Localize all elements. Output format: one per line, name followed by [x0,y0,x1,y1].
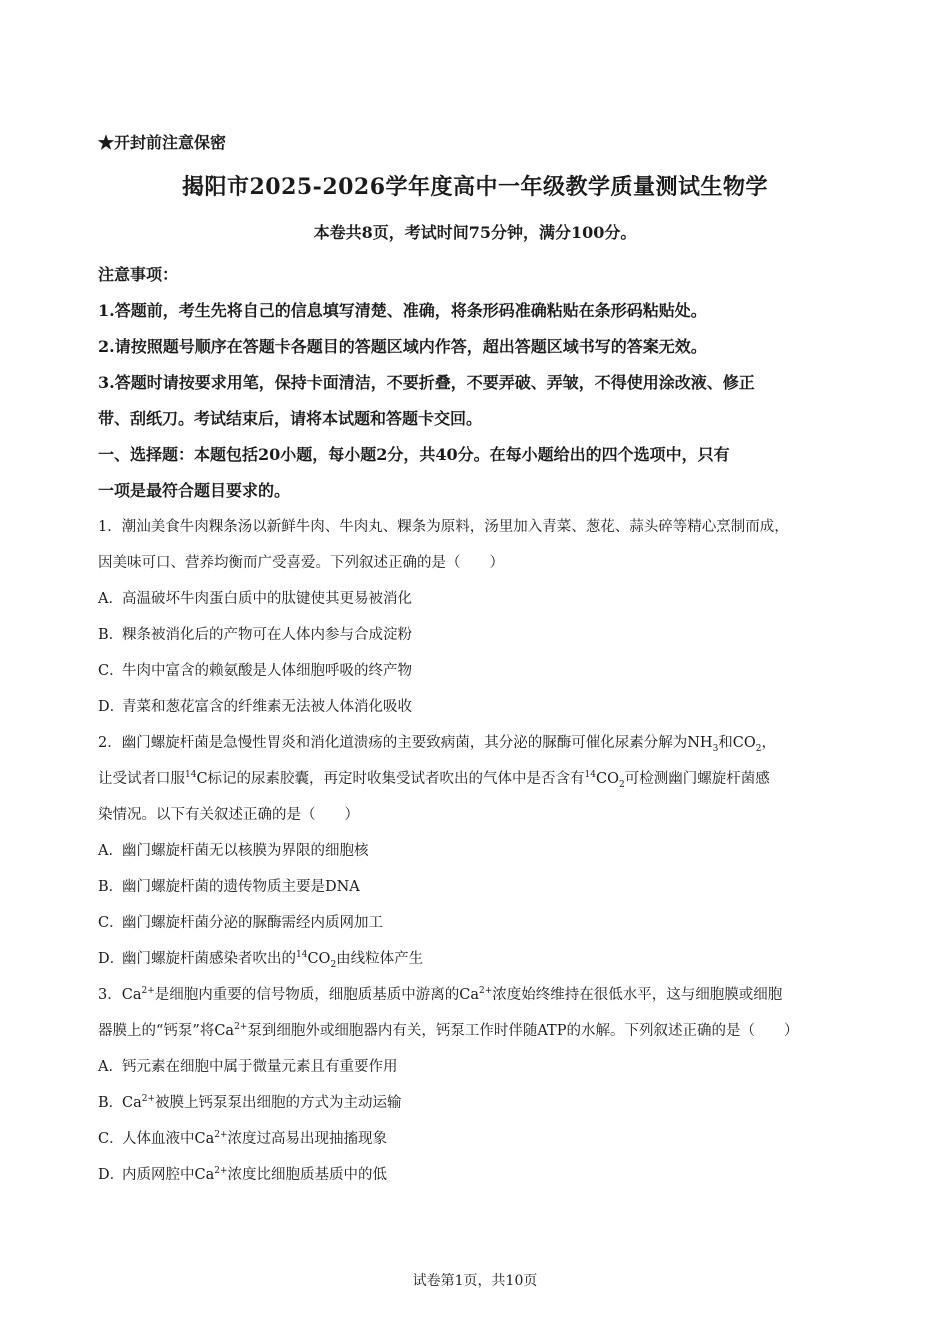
option-text: Ca [122,1095,142,1111]
stem-text: 器膜上的“钙泵”将Ca [98,1023,235,1039]
question-2-option-c [98,905,858,941]
stem-text: CO [596,771,619,787]
option-text: 被膜上钙泵泵出细胞的方式为主动运输 [155,1095,402,1111]
option-letter: B． [98,1095,124,1111]
question-3-option-c [98,1121,858,1157]
option-text: 粿条被消化后的产物可在人体内参与合成淀粉 [122,627,412,643]
question-2-stem [98,725,858,761]
stem-text: 和CO [718,735,756,751]
option-text: 幽门螺旋杆菌的遗传物质主要是DNA [122,879,360,895]
section-heading: 一项是最符合题目要求的。 [98,481,291,500]
superscript: 2+ [141,986,155,997]
subscript: 2 [755,743,762,754]
stem-text: 3．Ca [98,987,142,1003]
stem-text: 浓度始终维持在很低水平，这与细胞膜或细胞 [492,987,783,1003]
confidential-notice: ★开封前注意保密 [98,133,227,152]
stem-text: ， [761,735,777,751]
question-3-option-a [98,1049,858,1085]
option-text: 幽门螺旋杆菌感染者吹出的 [122,951,296,967]
question-2-option-d [98,941,858,977]
question-3-option-b [98,1085,858,1121]
question-1-option-d [98,689,858,725]
option-letter: A． [98,591,123,607]
superscript: 14 [185,770,197,781]
question-1-stem: 因美味可口、营养均衡而广受喜爱。下列叙述正确的是（ ） [98,555,504,571]
superscript: 2+ [214,1166,228,1177]
question-2-option-a [98,833,858,869]
question-3-stem [98,1013,858,1049]
option-letter: A． [98,1059,123,1075]
option-text: 幽门螺旋杆菌无以核膜为界限的细胞核 [122,843,369,859]
stem-text: C标记的尿素胶囊，再定时收集受试者吹出的气体中是否含有 [196,771,585,787]
question-2-option-b [98,869,858,905]
option-text: 内质网腔中Ca [122,1167,215,1183]
subscript: 2 [618,779,625,790]
notice-item: 2.请按照题号顺序在答题卡各题目的答题区域内作答，超出答题区域书写的答案无效。 [98,337,707,356]
superscript: 2+ [234,1022,248,1033]
question-2-stem: 染情况。以下有关叙述正确的是（ ） [98,807,359,823]
option-letter: C． [98,663,124,679]
notice-item: 3.答题时请按要求用笔，保持卡面清洁，不要折叠，不要弄破、弄皱，不得使用涂改液、修正 [98,373,755,392]
notice-item: 带、刮纸刀。考试结束后，请将本试题和答题卡交回。 [98,409,483,428]
option-letter: A． [98,843,123,859]
notice-item: 1.答题前，考生先将自己的信息填写清楚、准确，将条形码准确粘贴在条形码粘贴处。 [98,301,707,320]
section-heading: 一、选择题：本题包括20小题，每小题2分，共40分。在每小题给出的四个选项中，只有 [98,445,730,464]
superscript: 14 [584,770,596,781]
question-2-stem [98,761,858,797]
option-text: 牛肉中富含的赖氨酸是人体细胞呼吸的终产物 [122,663,412,679]
option-text: 幽门螺旋杆菌分泌的脲酶需经内质网加工 [122,915,383,931]
question-1-option-a [98,581,858,617]
stem-text: 可检测幽门螺旋杆菌感 [624,771,770,787]
option-text: 人体血液中Ca [122,1131,215,1147]
superscript: 2+ [214,1130,228,1141]
option-text: 高温破坏牛肉蛋白质中的肽键使其更易被消化 [122,591,412,607]
question-3-stem [98,977,858,1013]
option-letter: B． [98,627,124,643]
stem-text: 是细胞内重要的信号物质，细胞质基质中游离的Ca [154,987,479,1003]
option-letter: C． [98,915,124,931]
option-letter: D． [98,951,125,967]
subscript: 3 [712,743,719,754]
page-title: 揭阳市2025-2026学年度高中一年级教学质量测试生物学 [181,174,769,200]
option-letter: B． [98,879,124,895]
option-letter: D． [98,1167,125,1183]
stem-text: 2．幽门螺旋杆菌是急慢性胃炎和消化道溃疡的主要致病菌，其分泌的脲酶可催化尿素分解为NH [98,735,713,751]
subscript: 2 [330,959,337,970]
superscript: 2+ [479,986,493,997]
notice-heading: 注意事项： [98,265,179,284]
stem-text: 让受试者口服 [98,771,185,787]
superscript: 14 [296,950,308,961]
question-3-option-d [98,1157,858,1193]
option-text: CO [307,951,331,967]
stem-text: 泵到细胞外或细胞器内有关，钙泵工作时伴随ATP的水解。下列叙述正确的是（ ） [247,1023,799,1039]
superscript: 2+ [141,1094,156,1105]
question-1-option-b [98,617,858,653]
exam-body [98,257,858,1193]
option-text: 浓度比细胞质基质中的低 [227,1167,388,1183]
question-1-option-c [98,653,858,689]
option-letter: C． [98,1131,124,1147]
option-text: 青菜和葱花富含的纤维素无法被人体消化吸收 [122,699,412,715]
page-footer: 试卷第1页，共10页 [412,1273,538,1289]
option-text: 由线粒体产生 [336,951,424,967]
option-text: 浓度过高易出现抽搐现象 [227,1131,388,1147]
option-letter: D． [98,699,125,715]
option-text: 钙元素在细胞中属于微量元素且有重要作用 [122,1059,398,1075]
question-1-stem: 1．潮汕美食牛肉粿条汤以新鲜牛肉、牛肉丸、粿条为原料，汤里加入青菜、葱花、蒜头碎等精心烹制而成， [98,519,789,535]
exam-info: 本卷共8页，考试时间75分钟，满分100分。 [313,223,637,242]
